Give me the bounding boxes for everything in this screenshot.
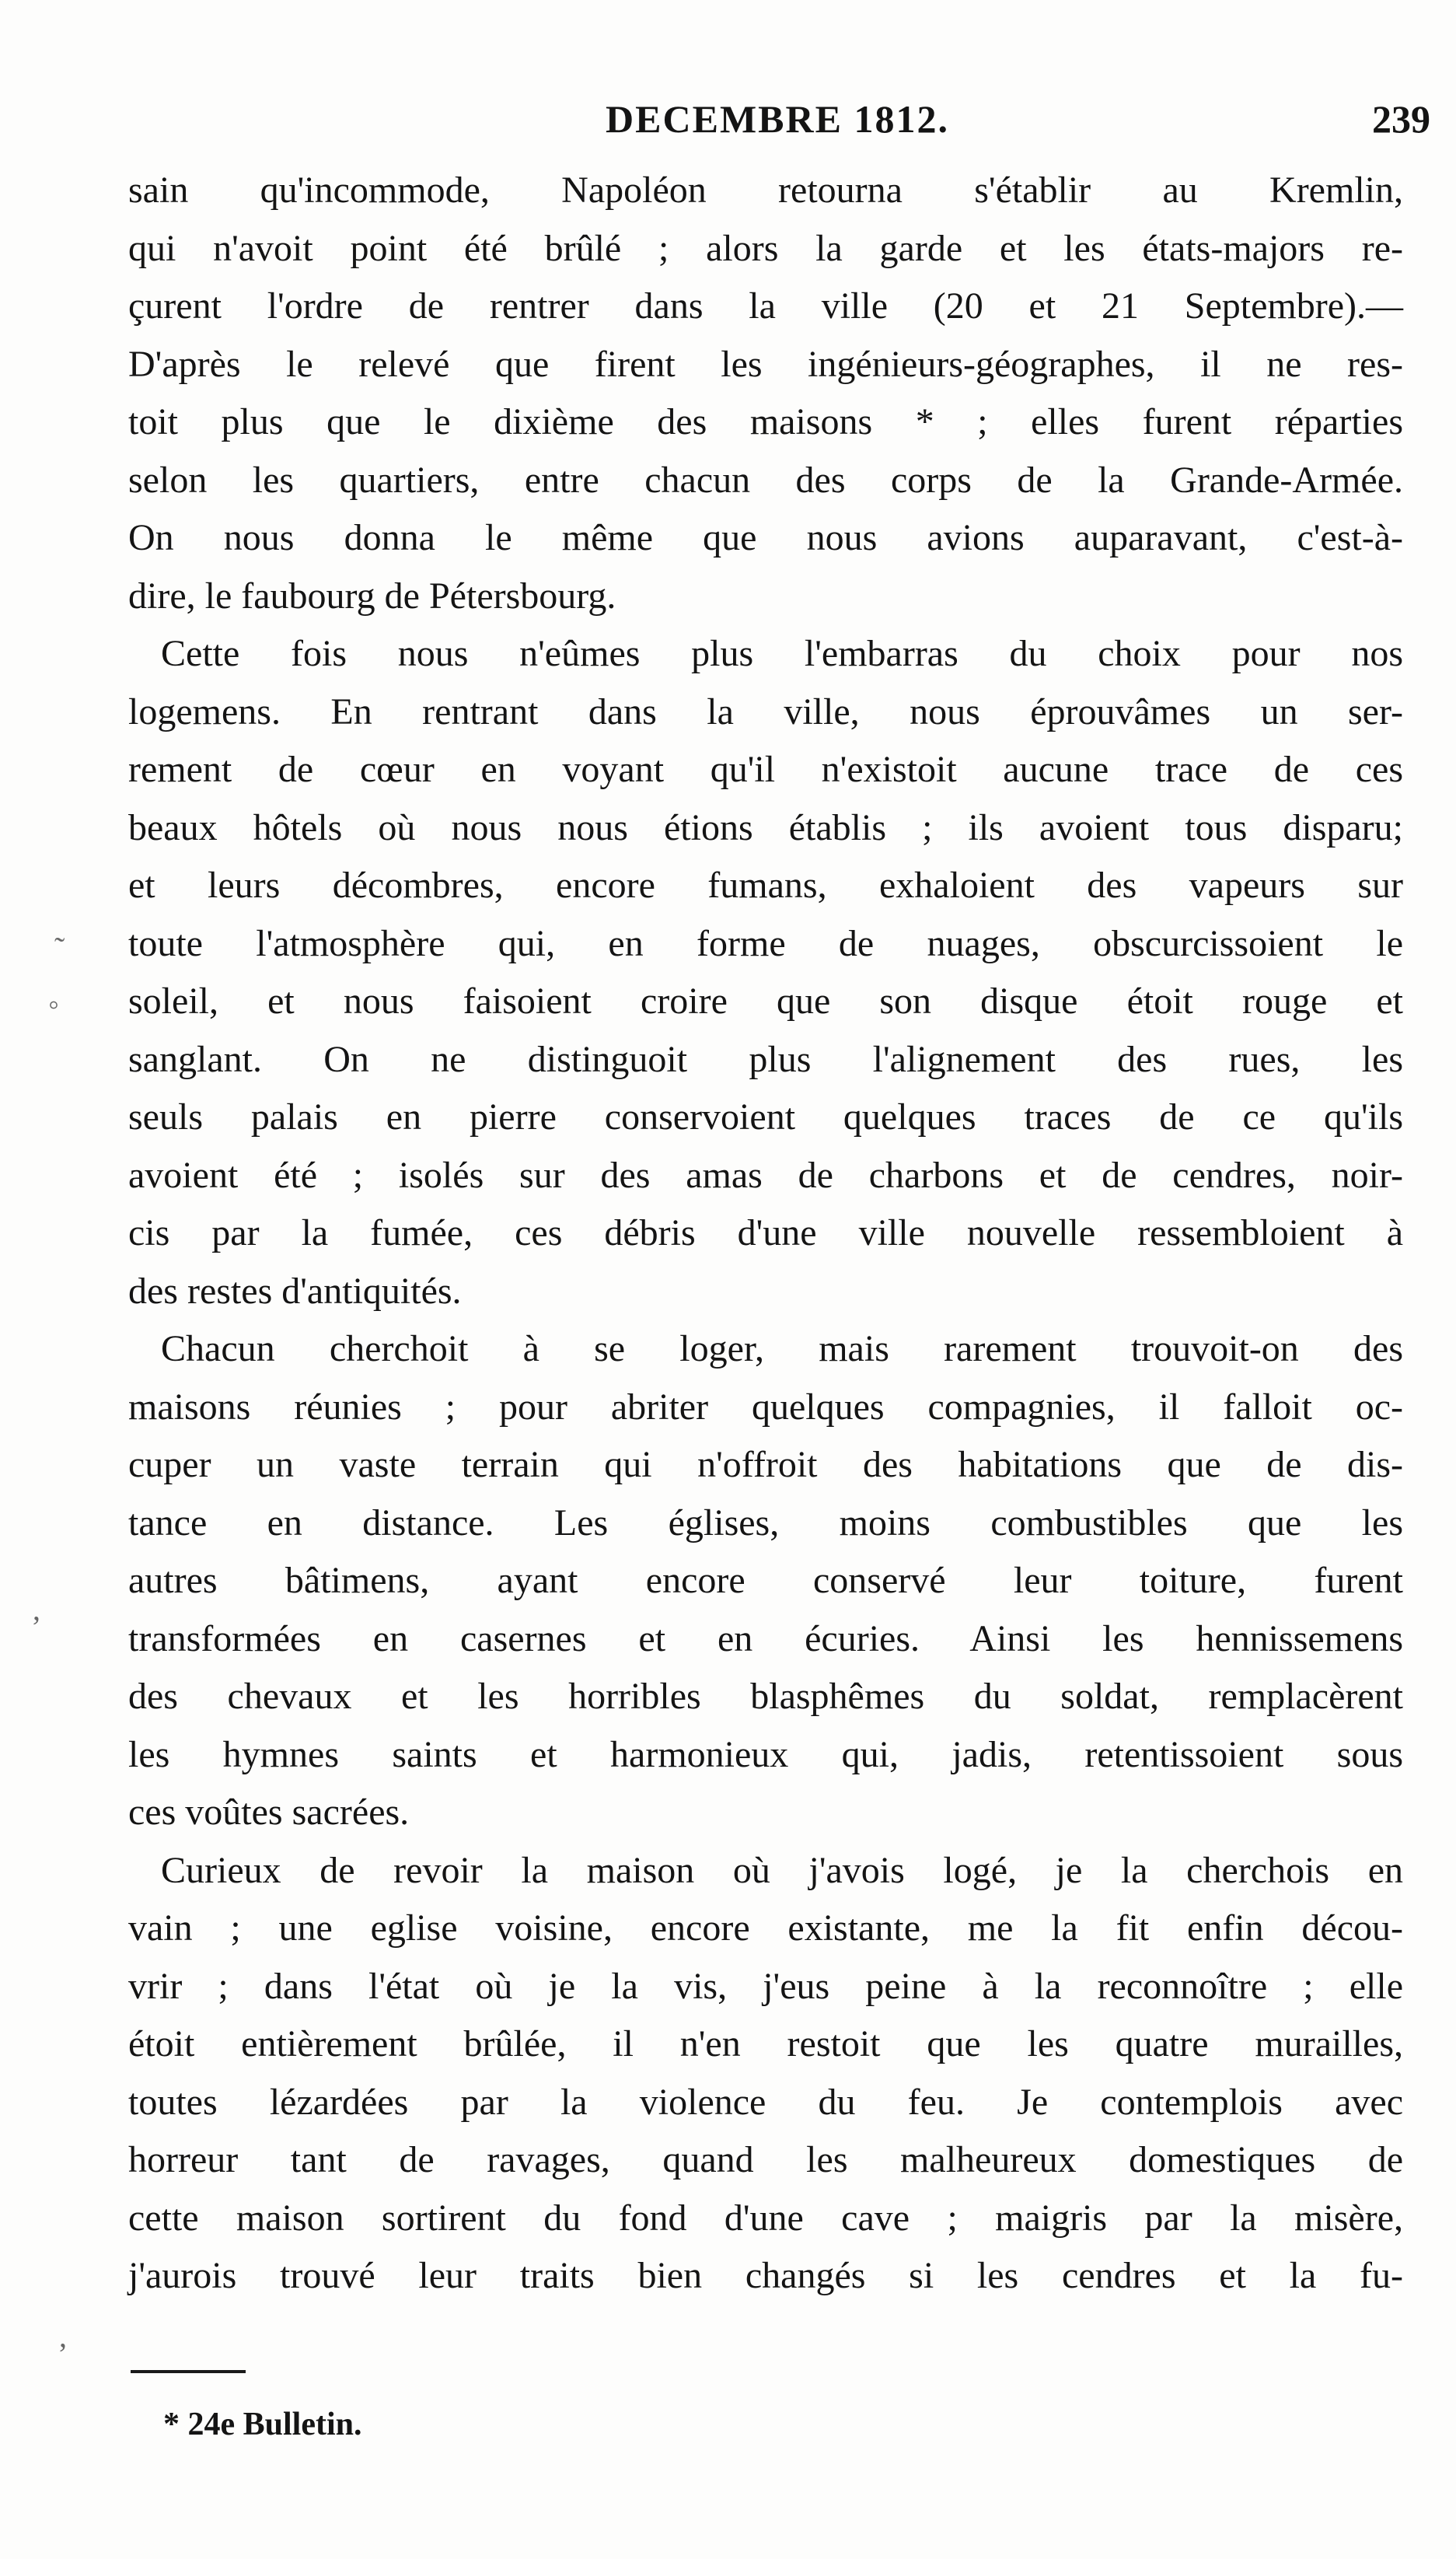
margin-mark: ◦ (48, 987, 60, 1022)
text-line: et leurs décombres, encore fumans, exhaloient des vapeurs sur (128, 865, 1403, 906)
text-line: toute l'atmosphère qui, en forme de nuages, obscurcissoient le (128, 922, 1403, 964)
paragraph-start-line: Curieux de revoir la maison où j'avois logé, je la cherchois en (161, 1849, 1403, 1891)
text-line: vain ; une eglise voisine, encore existante, me la fit enfin décou- (128, 1907, 1403, 1949)
text-line: sanglant. On ne distinguoit plus l'alignement des rues, les (128, 1038, 1403, 1080)
text-line: dire, le faubourg de Pétersbourg. (128, 575, 616, 617)
text-line: maisons réunies ; pour abriter quelques compagnies, il falloit oc- (128, 1386, 1403, 1428)
text-line: seuls palais en pierre conservoient quelques traces de ce qu'ils (128, 1096, 1403, 1138)
text-line: des chevaux et les horribles blasphêmes du soldat, remplacèrent (128, 1676, 1403, 1717)
text-line: qui n'avoit point été brûlé ; alors la garde et les états-majors re- (128, 227, 1403, 269)
text-line: soleil, et nous faisoient croire que son disque étoit rouge et (128, 981, 1403, 1022)
text-line: étoit entièrement brûlée, il n'en restoit que les quatre murailles, (128, 2023, 1403, 2064)
text-line: horreur tant de ravages, quand les malheureux domestiques de (128, 2139, 1403, 2180)
text-line: toutes lézardées par la violence du feu. Je contemplois avec (128, 2081, 1403, 2123)
text-line: toit plus que le dixième des maisons * ; elles furent réparties (128, 401, 1403, 442)
margin-mark: ‚ (31, 1592, 42, 1627)
text-line: beaux hôtels où nous nous étions établis ; ils avoient tous disparu; (128, 806, 1403, 848)
page-number: 239 (1372, 97, 1430, 141)
margin-mark: , (59, 2319, 67, 2354)
text-line: selon les quartiers, entre chacun des corps de la Grande-Armée. (128, 459, 1403, 501)
text-line: logemens. En rentrant dans la ville, nous éprouvâmes un ser- (128, 690, 1403, 732)
text-line: On nous donna le même que nous avions auparavant, c'est-à- (128, 517, 1403, 558)
text-line: çurent l'ordre de rentrer dans la ville (20 et 21 Septembre).— (128, 285, 1403, 327)
text-line: rement de cœur en voyant qu'il n'existoit aucune trace de ces (128, 749, 1403, 790)
text-line: j'aurois trouvé leur traits bien changés si les cendres et la fu- (128, 2255, 1403, 2296)
margin-mark: ˜ (54, 931, 65, 966)
text-line: vrir ; dans l'état où je la vis, j'eus peine à la reconnoître ; elle (128, 1965, 1403, 2007)
text-line: ces voûtes sacrées. (128, 1792, 410, 1833)
text-line: autres bâtimens, ayant encore conservé leur toiture, furent (128, 1560, 1403, 1601)
paragraph-start-line: Chacun cherchoit à se loger, mais rarement trouvoit-on des (161, 1328, 1403, 1369)
text-line: sain qu'incommode, Napoléon retourna s'établir au Kremlin, (128, 170, 1403, 211)
text-line: cuper un vaste terrain qui n'offroit des habitations que de dis- (128, 1444, 1403, 1485)
text-line: transformées en casernes et en écuries. Ainsi les hennissemens (128, 1617, 1403, 1659)
running-title: DECEMBRE 1812. (606, 97, 949, 141)
text-line: des restes d'antiquités. (128, 1270, 462, 1312)
body-text (128, 162, 1403, 2306)
footnote-rule (131, 2370, 246, 2373)
running-head (124, 92, 1430, 146)
footnote: * 24e Bulletin. (163, 2407, 362, 2442)
text-line: D'après le relevé que firent les ingénieurs-géographes, il ne res- (128, 343, 1403, 385)
text-line: les hymnes saints et harmonieux qui, jadis, retentissoient sous (128, 1733, 1403, 1775)
text-line: avoient été ; isolés sur des amas de charbons et de cendres, noir- (128, 1154, 1403, 1196)
text-line: cette maison sortirent du fond d'une cave ; maigris par la misère, (128, 2197, 1403, 2239)
text-line: tance en distance. Les églises, moins combustibles que les (128, 1501, 1403, 1543)
paragraph-start-line: Cette fois nous n'eûmes plus l'embarras du choix pour nos (161, 633, 1403, 674)
text-line: cis par la fumée, ces débris d'une ville nouvelle ressembloient à (128, 1212, 1403, 1253)
